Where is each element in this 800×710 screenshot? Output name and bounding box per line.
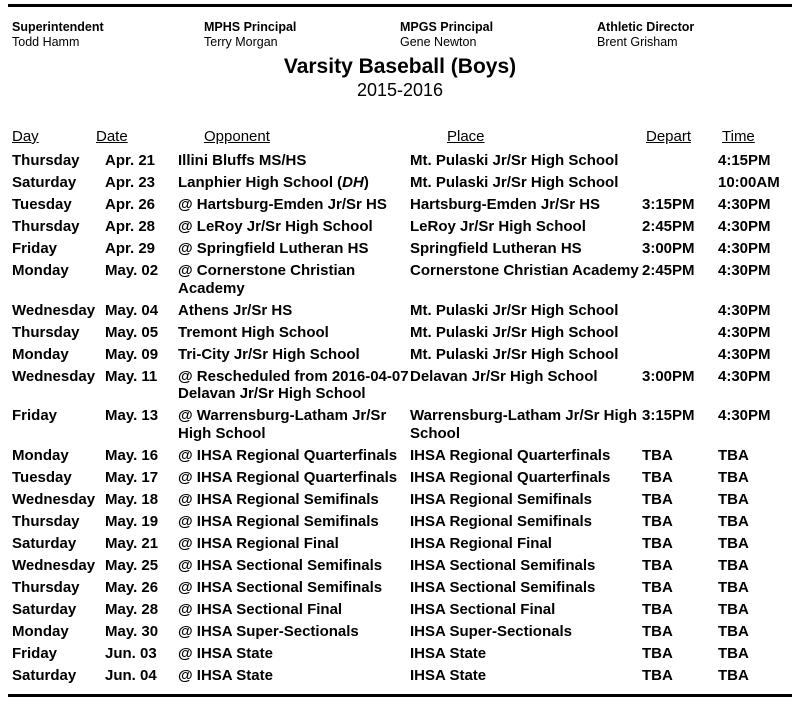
- column-header-depart: Depart: [646, 128, 692, 145]
- cell-place: IHSA State: [410, 644, 487, 662]
- cell-depart: 3:15PM: [642, 407, 695, 424]
- page-title: Varsity Baseball (Boys): [283, 55, 517, 78]
- column-header-date: Date: [96, 128, 128, 145]
- cell-date: Apr. 28: [105, 218, 156, 235]
- cell-place: IHSA Regional Quarterfinals: [410, 446, 611, 464]
- cell-time: 4:30PM: [718, 367, 771, 385]
- cell-place: IHSA Regional Final: [410, 534, 552, 552]
- official-title: Superintendent: [12, 20, 104, 34]
- cell-time: TBA: [718, 622, 749, 640]
- table-row: [12, 262, 798, 297]
- official-superintendent: [12, 20, 104, 50]
- cell-depart: 2:45PM: [642, 218, 695, 235]
- table-row: [12, 513, 798, 531]
- cell-place: Mt. Pulaski Jr/Sr High School: [410, 345, 619, 363]
- cell-day: Tuesday: [12, 196, 72, 213]
- cell-depart: TBA: [642, 666, 673, 684]
- table-row: [12, 174, 798, 192]
- official-mphs-principal: [204, 20, 296, 50]
- cell-opponent: Lanphier High School (DH): [178, 174, 369, 191]
- cell-day: Thursday: [12, 578, 80, 596]
- cell-depart: TBA: [642, 534, 673, 552]
- cell-date: May. 19: [105, 512, 159, 530]
- cell-opponent: @ Springfield Lutheran HS: [178, 240, 369, 257]
- cell-place: Mt. Pulaski Jr/Sr High School: [410, 323, 619, 341]
- cell-place: IHSA Sectional Semifinals: [410, 578, 596, 596]
- column-header-day: Day: [12, 128, 39, 145]
- top-rule: [8, 4, 792, 7]
- table-row: [12, 535, 798, 553]
- cell-place: IHSA Regional Semifinals: [410, 512, 592, 530]
- cell-depart: TBA: [642, 578, 673, 596]
- cell-time: TBA: [718, 512, 749, 530]
- cell-opponent: @ IHSA Sectional Final: [178, 600, 343, 618]
- cell-time: 4:30PM: [718, 196, 771, 213]
- cell-place: Delavan Jr/Sr High School: [410, 367, 598, 385]
- table-row: [12, 218, 798, 236]
- cell-depart: [642, 152, 718, 170]
- cell-day: Thursday: [12, 323, 80, 341]
- cell-time: 4:30PM: [718, 301, 771, 319]
- cell-place: IHSA State: [410, 666, 487, 684]
- table-row: [12, 579, 798, 597]
- cell-date: May. 09: [105, 345, 159, 363]
- cell-day: Friday: [12, 240, 58, 257]
- cell-date: Apr. 21: [105, 152, 156, 169]
- cell-place: Mt. Pulaski Jr/Sr High School: [410, 174, 619, 191]
- cell-time: TBA: [718, 666, 749, 684]
- column-header-opponent: Opponent: [204, 128, 270, 145]
- cell-opponent: @ IHSA State: [178, 644, 273, 662]
- cell-opponent: @ Hartsburg-Emden Jr/Sr HS: [178, 196, 387, 213]
- table-row: [12, 302, 798, 320]
- cell-time: TBA: [718, 578, 749, 596]
- cell-date: May. 17: [105, 468, 159, 486]
- cell-date: May. 13: [105, 407, 159, 424]
- cell-depart: TBA: [642, 468, 673, 486]
- cell-opponent: @ Rescheduled from 2016-04-07 Delavan Jr/Sr High School: [178, 367, 409, 402]
- cell-place: Springfield Lutheran HS: [410, 240, 582, 257]
- cell-time: TBA: [718, 468, 749, 486]
- cell-day: Saturday: [12, 600, 77, 618]
- table-row: [12, 601, 798, 619]
- cell-depart: TBA: [642, 600, 673, 618]
- cell-day: Thursday: [12, 512, 80, 530]
- cell-depart: TBA: [642, 556, 673, 574]
- cell-date: May. 04: [105, 301, 159, 319]
- cell-day: Wednesday: [12, 556, 96, 574]
- cell-opponent: @ IHSA Regional Final: [178, 534, 339, 552]
- cell-place: LeRoy Jr/Sr High School: [410, 218, 586, 235]
- table-row: [12, 368, 798, 403]
- cell-opponent: @ IHSA Sectional Semifinals: [178, 578, 383, 596]
- cell-opponent: @ IHSA Sectional Semifinals: [178, 556, 383, 574]
- cell-date: Apr. 23: [105, 174, 156, 191]
- column-header-time: Time: [722, 128, 755, 145]
- cell-time: 4:30PM: [718, 262, 771, 279]
- cell-day: Monday: [12, 262, 69, 279]
- cell-time: TBA: [718, 446, 749, 464]
- cell-depart: [642, 302, 718, 320]
- cell-date: May. 02: [105, 262, 159, 279]
- official-name: Terry Morgan: [204, 35, 278, 49]
- table-row: [12, 324, 798, 342]
- cell-time: 4:30PM: [718, 323, 771, 341]
- cell-date: May. 16: [105, 446, 159, 464]
- cell-place: Mt. Pulaski Jr/Sr High School: [410, 301, 619, 319]
- cell-opponent: @ IHSA Regional Quarterfinals: [178, 468, 398, 486]
- cell-depart: 3:00PM: [642, 240, 695, 257]
- cell-day: Wednesday: [12, 490, 96, 508]
- table-row: [12, 240, 798, 258]
- table-row: [12, 196, 798, 214]
- cell-time: TBA: [718, 600, 749, 618]
- cell-time: TBA: [718, 644, 749, 662]
- cell-day: Monday: [12, 345, 69, 363]
- official-title: MPHS Principal: [204, 20, 297, 34]
- cell-time: TBA: [718, 556, 749, 574]
- cell-date: May. 28: [105, 600, 159, 618]
- official-athletic-director: [597, 20, 694, 50]
- cell-place: IHSA Regional Semifinals: [410, 490, 592, 508]
- cell-day: Tuesday: [12, 468, 72, 486]
- cell-place: IHSA Sectional Semifinals: [410, 556, 596, 574]
- cell-depart: TBA: [642, 622, 673, 640]
- cell-depart: [642, 346, 718, 364]
- table-row: [12, 152, 798, 170]
- cell-depart: 3:15PM: [642, 196, 695, 213]
- cell-place: Hartsburg-Emden Jr/Sr HS: [410, 196, 601, 213]
- table-row: [12, 557, 798, 575]
- schedule-table: [12, 152, 798, 689]
- table-row: [12, 491, 798, 509]
- cell-place: IHSA Regional Quarterfinals: [410, 468, 611, 486]
- cell-depart: TBA: [642, 490, 673, 508]
- cell-place: Mt. Pulaski Jr/Sr High School: [410, 152, 619, 169]
- cell-depart: [642, 174, 718, 192]
- official-title: Athletic Director: [597, 20, 695, 34]
- table-row: [12, 667, 798, 685]
- bottom-rule: [8, 694, 792, 697]
- cell-time: TBA: [718, 534, 749, 552]
- cell-time: 4:15PM: [718, 152, 771, 169]
- column-header-place: Place: [447, 128, 485, 145]
- cell-time: 10:00AM: [718, 174, 780, 191]
- cell-time: 4:30PM: [718, 345, 771, 363]
- cell-depart: 2:45PM: [642, 262, 695, 279]
- cell-depart: TBA: [642, 644, 673, 662]
- official-name: Brent Grisham: [597, 35, 678, 49]
- cell-opponent: @ LeRoy Jr/Sr High School: [178, 218, 373, 235]
- cell-day: Saturday: [12, 534, 77, 552]
- cell-depart: [642, 324, 718, 342]
- season-subtitle: 2015-2016: [356, 80, 444, 100]
- table-header-row: [0, 128, 800, 148]
- cell-opponent: @ IHSA Regional Quarterfinals: [178, 446, 398, 464]
- cell-date: May. 11: [105, 367, 158, 385]
- cell-date: May. 26: [105, 578, 159, 596]
- cell-day: Thursday: [12, 152, 80, 169]
- cell-opponent: Athens Jr/Sr HS: [178, 301, 293, 319]
- officials-header: [0, 20, 800, 54]
- cell-day: Monday: [12, 622, 69, 640]
- cell-date: May. 18: [105, 490, 159, 508]
- cell-day: Friday: [12, 644, 58, 662]
- table-row: [12, 407, 798, 442]
- official-name: Todd Hamm: [12, 35, 80, 49]
- cell-day: Saturday: [12, 666, 77, 684]
- cell-day: Wednesday: [12, 301, 96, 319]
- table-row: [12, 447, 798, 465]
- cell-opponent: @ Warrensburg-Latham Jr/Sr High School: [178, 407, 387, 442]
- cell-time: 4:30PM: [718, 407, 771, 424]
- cell-time: 4:30PM: [718, 240, 771, 257]
- cell-date: Apr. 26: [105, 196, 156, 213]
- cell-place: IHSA Sectional Final: [410, 600, 556, 618]
- official-mpgs-principal: [400, 20, 493, 50]
- cell-depart: TBA: [642, 446, 673, 464]
- cell-date: Jun. 04: [105, 666, 157, 684]
- table-row: [12, 346, 798, 364]
- official-title: MPGS Principal: [400, 20, 494, 34]
- cell-day: Saturday: [12, 174, 77, 191]
- cell-depart: TBA: [642, 512, 673, 530]
- cell-opponent: Illini Bluffs MS/HS: [178, 152, 307, 169]
- cell-date: Apr. 29: [105, 240, 156, 257]
- cell-opponent: @ IHSA State: [178, 666, 273, 684]
- cell-opponent: Tremont High School: [178, 323, 329, 341]
- cell-time: 4:30PM: [718, 218, 771, 235]
- cell-day: Thursday: [12, 218, 80, 235]
- table-row: [12, 623, 798, 641]
- cell-date: May. 05: [105, 323, 159, 341]
- cell-place: IHSA Super-Sectionals: [410, 622, 572, 640]
- cell-opponent: @ IHSA Super-Sectionals: [178, 622, 359, 640]
- cell-day: Monday: [12, 446, 69, 464]
- cell-day: Wednesday: [12, 367, 96, 385]
- table-row: [12, 469, 798, 487]
- cell-place: Warrensburg-Latham Jr/Sr High School: [410, 407, 637, 442]
- doubleheader-marker: DH: [342, 174, 364, 191]
- cell-opponent: Tri-City Jr/Sr High School: [178, 345, 360, 363]
- cell-opponent: @ IHSA Regional Semifinals: [178, 512, 379, 530]
- cell-depart: 3:00PM: [642, 367, 695, 385]
- cell-opponent: @ Cornerstone Christian Academy: [178, 262, 356, 297]
- cell-date: May. 30: [105, 622, 159, 640]
- cell-date: May. 25: [105, 556, 159, 574]
- official-name: Gene Newton: [400, 35, 477, 49]
- table-row: [12, 645, 798, 663]
- cell-date: Jun. 03: [105, 644, 157, 662]
- cell-opponent: @ IHSA Regional Semifinals: [178, 490, 379, 508]
- cell-time: TBA: [718, 490, 749, 508]
- cell-date: May. 21: [105, 534, 159, 552]
- cell-place: Cornerstone Christian Academy: [410, 262, 639, 279]
- cell-day: Friday: [12, 407, 58, 424]
